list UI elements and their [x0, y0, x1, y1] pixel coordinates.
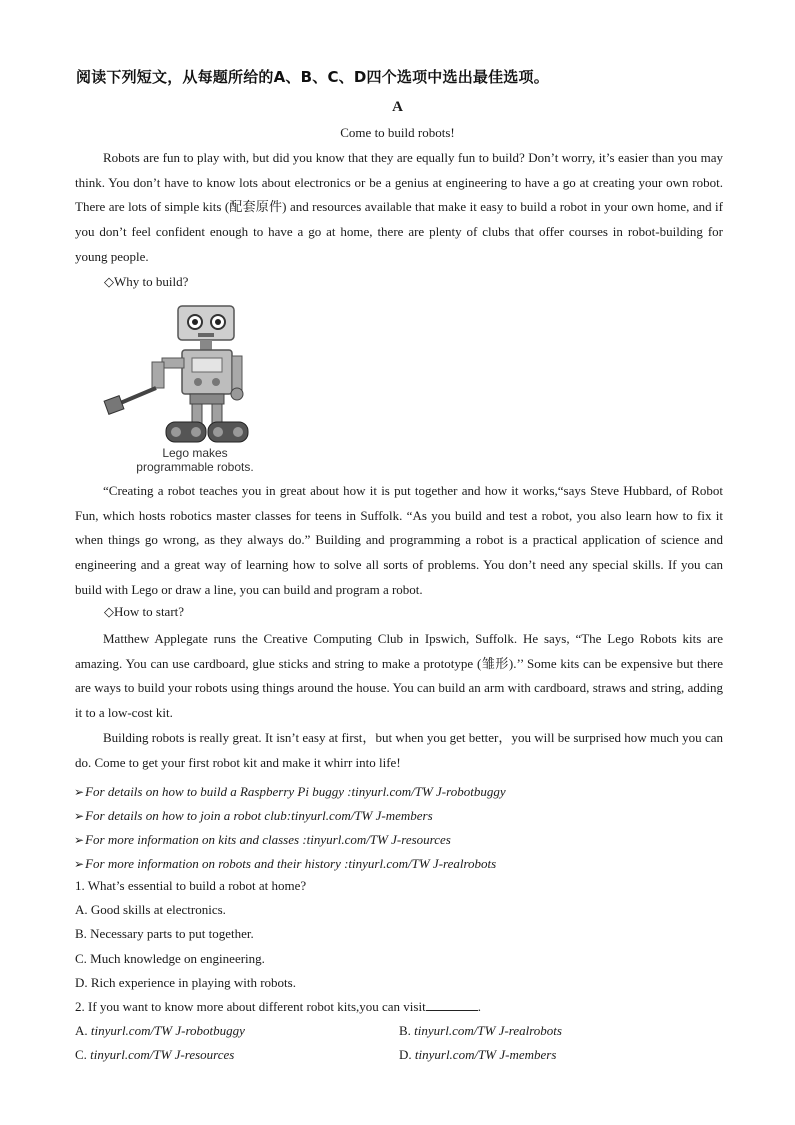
question-2	[75, 995, 481, 1019]
q2-option-b[interactable]	[399, 1019, 562, 1043]
q2-options	[75, 1019, 723, 1067]
why-paragraph-block	[75, 479, 723, 603]
question-2-text: 2. If you want to know more about different robot kits,you can visit	[75, 998, 426, 1014]
how-paragraph-2: Building robots is really great. It isn’t easy at first，but when you get better，you will be surprised how much you can do. Come to get your first robot kit and make it whirr into life!	[75, 729, 723, 770]
option-label: A.	[75, 1023, 91, 1038]
link-text: For more information on kits and classes :tinyurl.com/TW J-resources	[85, 832, 451, 847]
q2-option-c[interactable]	[75, 1047, 234, 1062]
figure-caption-line1: Lego makes	[162, 446, 228, 460]
option-label: C.	[75, 1047, 91, 1062]
question-2-end: .	[477, 998, 481, 1014]
link-text: For details on how to build a Raspberry Pi buggy :tinyurl.com/TW J-robotbuggy	[85, 784, 506, 799]
answer-blank[interactable]	[426, 998, 478, 1011]
q1-option-a[interactable]: A. Good skills at electronics.	[75, 902, 226, 918]
q2-option-d[interactable]	[399, 1043, 556, 1067]
arrow-icon: ➢	[74, 833, 85, 847]
instruction-heading: 阅读下列短文，从每题所给的A、B、C、D四个选项中选出最佳选项。	[76, 68, 549, 86]
q1-option-b[interactable]: B. Necessary parts to put together.	[75, 926, 254, 942]
option-label: D.	[399, 1047, 415, 1062]
q2-option-a[interactable]	[75, 1023, 245, 1038]
question-1: 1. What’s essential to build a robot at home?	[75, 878, 307, 893]
option-text: tinyurl.com/TW J-robotbuggy	[90, 1023, 245, 1038]
q2-options-row-2	[75, 1043, 723, 1067]
option-text: tinyurl.com/TW J-realrobots	[414, 1023, 562, 1038]
questions-block	[75, 874, 481, 1019]
link-text: For more information on robots and their history :tinyurl.com/TW J-realrobots	[85, 856, 497, 871]
how-paragraph-block	[75, 627, 723, 775]
arrow-icon: ➢	[74, 857, 85, 871]
heading-why-to-build: ◇Why to build?	[104, 274, 189, 289]
heading-how-to-start: ◇How to start?	[104, 604, 185, 619]
link-row[interactable]	[74, 804, 506, 828]
passage-title: Come to build robots!	[340, 125, 455, 140]
figure-caption-line2: programmable robots.	[136, 460, 254, 474]
option-text: tinyurl.com/TW J-resources	[90, 1047, 235, 1062]
section-letter: A	[392, 99, 403, 115]
arrow-icon: ➢	[74, 785, 85, 799]
option-text: tinyurl.com/TW J-members	[414, 1047, 557, 1062]
link-row[interactable]	[74, 780, 506, 804]
q1-option-d[interactable]: D. Rich experience in playing with robots.	[75, 974, 296, 990]
q2-options-row-1	[75, 1019, 723, 1043]
why-paragraph: “Creating a robot teaches you in great about how it is put together and how it works,“says Steve Hubbard, of Robot Fun, which hosts robotics master classes for teens in Suffolk. “As you build and test a robot, you also learn how to fix it when things go wrong, as they always do.” Building and programming a robot is a practical application of science and engineering and a great way of learning how to solve all sorts of problems. You don’t need any special skills. If you can build with Lego or draw a line, you can build and program a robot.	[75, 483, 723, 597]
resource-links	[74, 780, 506, 876]
lego-robot-illustration	[100, 300, 260, 450]
link-row[interactable]	[74, 828, 506, 852]
link-row[interactable]	[74, 852, 506, 876]
q1-option-c[interactable]: C. Much knowledge on engineering.	[75, 950, 265, 966]
intro-paragraph: Robots are fun to play with, but did you know that they are equally fun to build? Don’t worry, it’s easier than you may think. You don’t have to know lots about electronics or be a genius at engineering to have a go at creating your own robot. There are lots of simple kits (配套原件) and resources available that make it easy to build a robot in your own home, and if you don’t feel confident enough to have a go at home, there are plenty of clubs that offer courses in robot-building for young people.	[75, 150, 723, 264]
intro-paragraph-block	[75, 146, 723, 270]
arrow-icon: ➢	[74, 809, 85, 823]
option-label: B.	[399, 1023, 415, 1038]
link-text: For details on how to join a robot club:tinyurl.com/TW J-members	[85, 808, 433, 823]
how-paragraph-1: Matthew Applegate runs the Creative Computing Club in Ipswich, Suffolk. He says, “The Lego Robots kits are amazing. You can use cardboard, glue sticks and string to make a prototype (雏形).’’ Some kits can be expensive but there are ways to build your robots using things around the house. You can build an arm with cardboard, straws and string, adding it to a low-cost kit.	[75, 631, 723, 721]
figure-caption	[100, 446, 290, 474]
